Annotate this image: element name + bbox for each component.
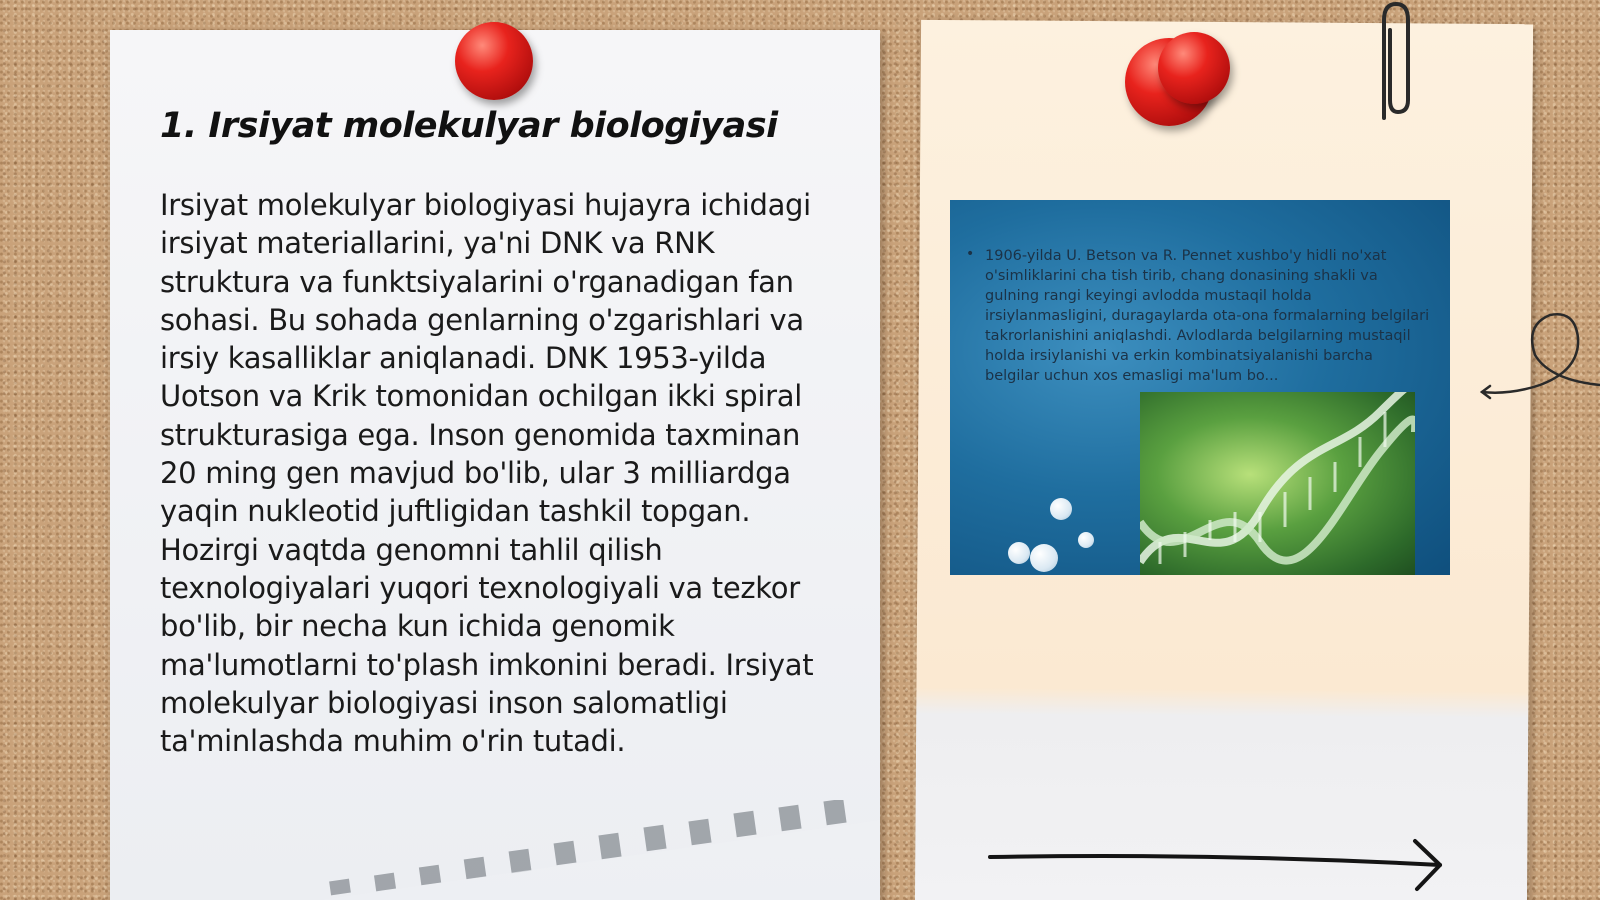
molecule-ball <box>1078 532 1094 548</box>
torn-tabs-decoration <box>320 800 880 900</box>
dna-helix-photo <box>1140 392 1415 575</box>
molecule-ball <box>1030 544 1058 572</box>
molecule-ball <box>1050 498 1072 520</box>
embedded-slide-image <box>950 200 1450 575</box>
molecule-ball <box>1008 542 1030 564</box>
loop-arrow-icon <box>1480 310 1600 410</box>
body-paragraph: Irsiyat molekulyar biologiyasi hujayra ichidagi irsiyat materiallarini, ya'ni DNK va RNK struktura va funktsiyalarini o'rganadigan fan sohasi. Bu sohada genlarning o'zgarishlari va irsiy kasalliklar aniqlanadi. DNK 1953-yilda Uotson va Krik tomonidan ochilgan ikki spiral strukturasiga ega. Inson genomida taxminan 20 ming gen mavjud bo'lib, ular 3 milliardga yaqin nukleotid juftligidan tashkil topgan. Hozirgi vaqtda genomni tahlil qilish texnologiyalari yuqori texnologiyali va tezkor bo'lib, bir necha kun ichida genomik ma'lumotlarni to'plash imkonini beradi. Irsiyat molekulyar biologiyasi inson salomatligi ta'minlashda muhim o'rin tutadi. <box>160 188 814 759</box>
red-pushpin-icon <box>455 22 533 100</box>
red-pushpin-icon <box>1158 32 1230 104</box>
dna-helix-icon <box>1140 392 1415 575</box>
right-arrow-icon <box>985 835 1450 895</box>
page-title: 1. Irsiyat molekulyar biologiyasi <box>160 106 778 146</box>
paperclip-icon <box>1370 0 1418 125</box>
bullet-glyph: • <box>966 246 975 262</box>
slide-bullet-text: 1906-yilda U. Betson va R. Pennet xushbo'y hidli no'xat o'simliklarini cha tish tirib, chang donasining shakli va gulning rangi keyingi avlodda mustaqil holda irsiylanmasligini, duragaylarda ota-ona formalarning belgilari takrorlanishini aniqlashdi. Avlodlarda belgilarning mustaqil holda irsiylanishi va erkin kombinatsiyalanishi barcha belgilar uchun xos emasligi ma'lum bo... <box>985 248 1430 384</box>
